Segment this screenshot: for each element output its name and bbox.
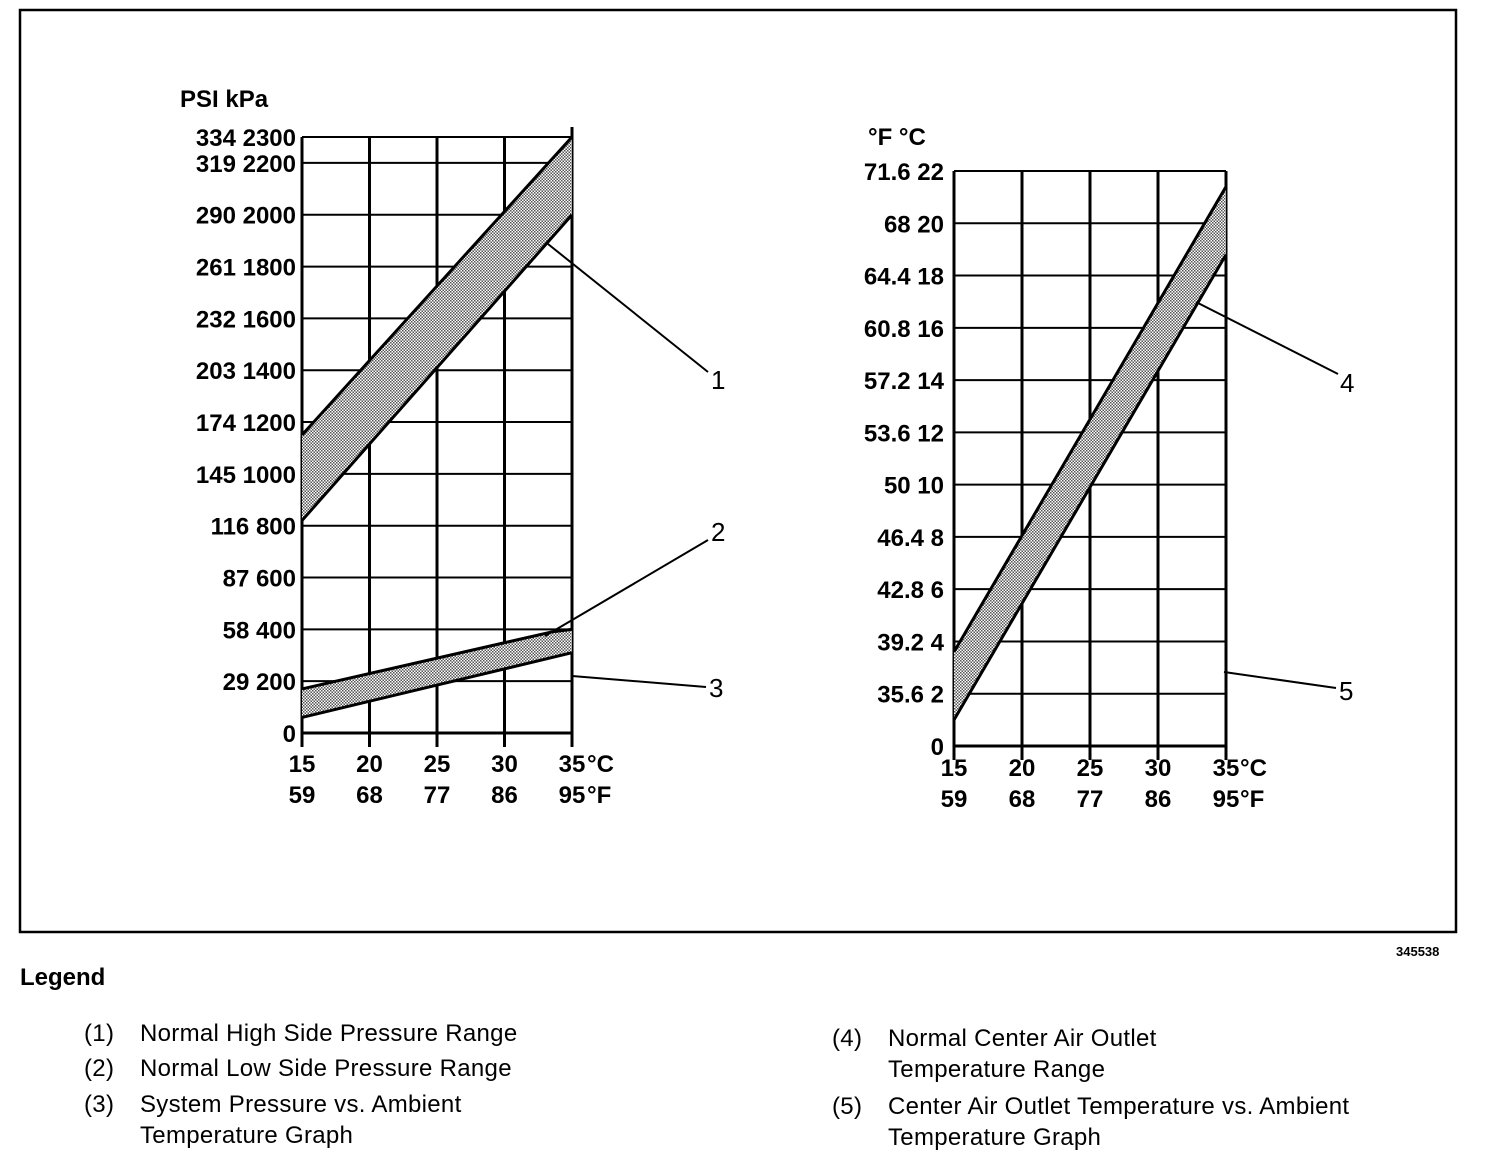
callout-1	[548, 244, 725, 395]
temperature-chart	[864, 124, 1355, 813]
temperature-x-tick-f-1: 68	[1008, 786, 1036, 813]
pressure-y-tick-label-10: 290 2000	[195, 202, 296, 230]
temperature-x-unit-f: °F	[1240, 786, 1265, 813]
legend-item-5-num: (5)	[832, 1093, 863, 1120]
temperature-x-tick-c-0: 15	[940, 755, 968, 782]
pressure-chart	[180, 86, 725, 809]
pressure-y-tick-label-8: 232 1600	[195, 306, 296, 334]
callout-3	[572, 673, 723, 703]
temperature-y-tick-label-1: 35.6 2	[877, 681, 944, 709]
temperature-y-tick-label-4: 46.4 8	[877, 524, 944, 552]
temperature-x-tick-f-3: 86	[1144, 786, 1172, 813]
legend-item-3-text: System Pressure vs. Ambient Temperature Graph	[140, 1091, 462, 1149]
pressure-x-tick-f-4: 95	[558, 782, 586, 809]
pressure-y-tick-label-9: 261 1800	[195, 254, 296, 282]
temperature-x-unit-c: °C	[1240, 755, 1267, 782]
pressure-x-tick-f-3: 86	[491, 782, 518, 809]
pressure-y-tick-label-6: 174 1200	[195, 410, 296, 438]
pressure-x-unit-f: °F	[587, 782, 612, 809]
pressure-y-tick-label-7: 203 1400	[195, 358, 296, 386]
temperature-x-tick-f-0: 59	[940, 786, 968, 813]
pressure-y-tick-label-12: 334 2300	[195, 125, 296, 152]
legend-item-1-text: Normal High Side Pressure Range	[140, 1020, 518, 1047]
temperature-y-units-label: °F °C	[868, 124, 926, 151]
pressure-x-tick-f-0: 59	[288, 782, 316, 809]
temperature-y-tick-label-9: 64.4 18	[863, 263, 944, 291]
legend-item-4-text: Normal Center Air Outlet Temperature Range	[888, 1025, 1157, 1083]
pressure-x-tick-c-3: 30	[491, 751, 518, 778]
legend-item-2-text: Normal Low Side Pressure Range	[140, 1055, 512, 1082]
legend-title: Legend	[20, 964, 106, 991]
pressure-y-tick-label-3: 87 600	[222, 565, 296, 593]
temperature-y-tick-label-0: 0	[930, 734, 944, 761]
temperature-y-tick-label-6: 53.6 12	[863, 420, 944, 448]
pressure-x-unit-c: °C	[587, 751, 614, 778]
temperature-x-tick-c-1: 20	[1008, 755, 1036, 782]
temperature-x-tick-labels	[941, 755, 1240, 813]
callout-2-label: 2	[711, 517, 726, 547]
pressure-x-tick-c-1: 20	[356, 751, 383, 778]
temperature-y-tick-label-7: 57.2 14	[863, 368, 944, 396]
callout-1-label: 1	[711, 365, 726, 395]
temperature-x-tick-c-2: 25	[1076, 755, 1104, 782]
callout-4-label: 4	[1340, 368, 1355, 398]
callout-5	[1224, 672, 1353, 706]
pressure-x-tick-c-0: 15	[288, 751, 316, 778]
callout-3-label: 3	[709, 673, 724, 703]
legend-item-1-num: (1)	[84, 1020, 115, 1047]
callout-4	[1196, 302, 1354, 398]
pressure-y-tick-label-4: 116 800	[210, 513, 296, 541]
temperature-y-tick-labels	[864, 159, 945, 761]
temperature-y-tick-label-2: 39.2 4	[877, 629, 944, 657]
pressure-x-tick-f-2: 77	[423, 782, 451, 809]
legend-item-2-num: (2)	[84, 1055, 115, 1082]
pressure-x-tick-labels	[289, 751, 586, 809]
temperature-y-tick-label-10: 68 20	[883, 211, 944, 239]
pressure-y-tick-label-11: 319 2200	[195, 150, 296, 178]
callout-5-label: 5	[1339, 676, 1354, 706]
legend-item-3-num: (3)	[84, 1091, 115, 1118]
temperature-y-tick-label-11: 71.6 22	[863, 159, 944, 186]
temperature-x-tick-c-3: 30	[1144, 755, 1172, 782]
pressure-y-tick-label-2: 58 400	[222, 617, 296, 645]
pressure-y-tick-label-0: 0	[282, 721, 296, 748]
temperature-y-tick-label-5: 50 10	[883, 472, 944, 500]
pressure-x-tick-c-4: 35	[558, 751, 586, 778]
temperature-y-tick-label-3: 42.8 6	[877, 577, 944, 605]
temperature-x-tick-f-4: 95	[1212, 786, 1240, 813]
pressure-y-tick-labels	[196, 125, 296, 748]
legend-item-5-text: Center Air Outlet Temperature vs. Ambient Temperature Graph	[888, 1093, 1350, 1151]
pressure-x-tick-c-2: 25	[423, 751, 451, 778]
pressure-x-tick-f-1: 68	[356, 782, 383, 809]
pressure-y-tick-label-5: 145 1000	[195, 461, 296, 489]
temperature-x-tick-c-4: 35	[1212, 755, 1240, 782]
pressure-y-units-label: PSI kPa	[180, 86, 269, 113]
pressure-y-tick-label-1: 29 200	[222, 669, 296, 697]
temperature-y-tick-label-8: 60.8 16	[863, 315, 944, 343]
figure-id: 345538	[1396, 944, 1440, 959]
legend-item-4-num: (4)	[832, 1025, 863, 1052]
temperature-x-tick-f-2: 77	[1076, 786, 1104, 813]
